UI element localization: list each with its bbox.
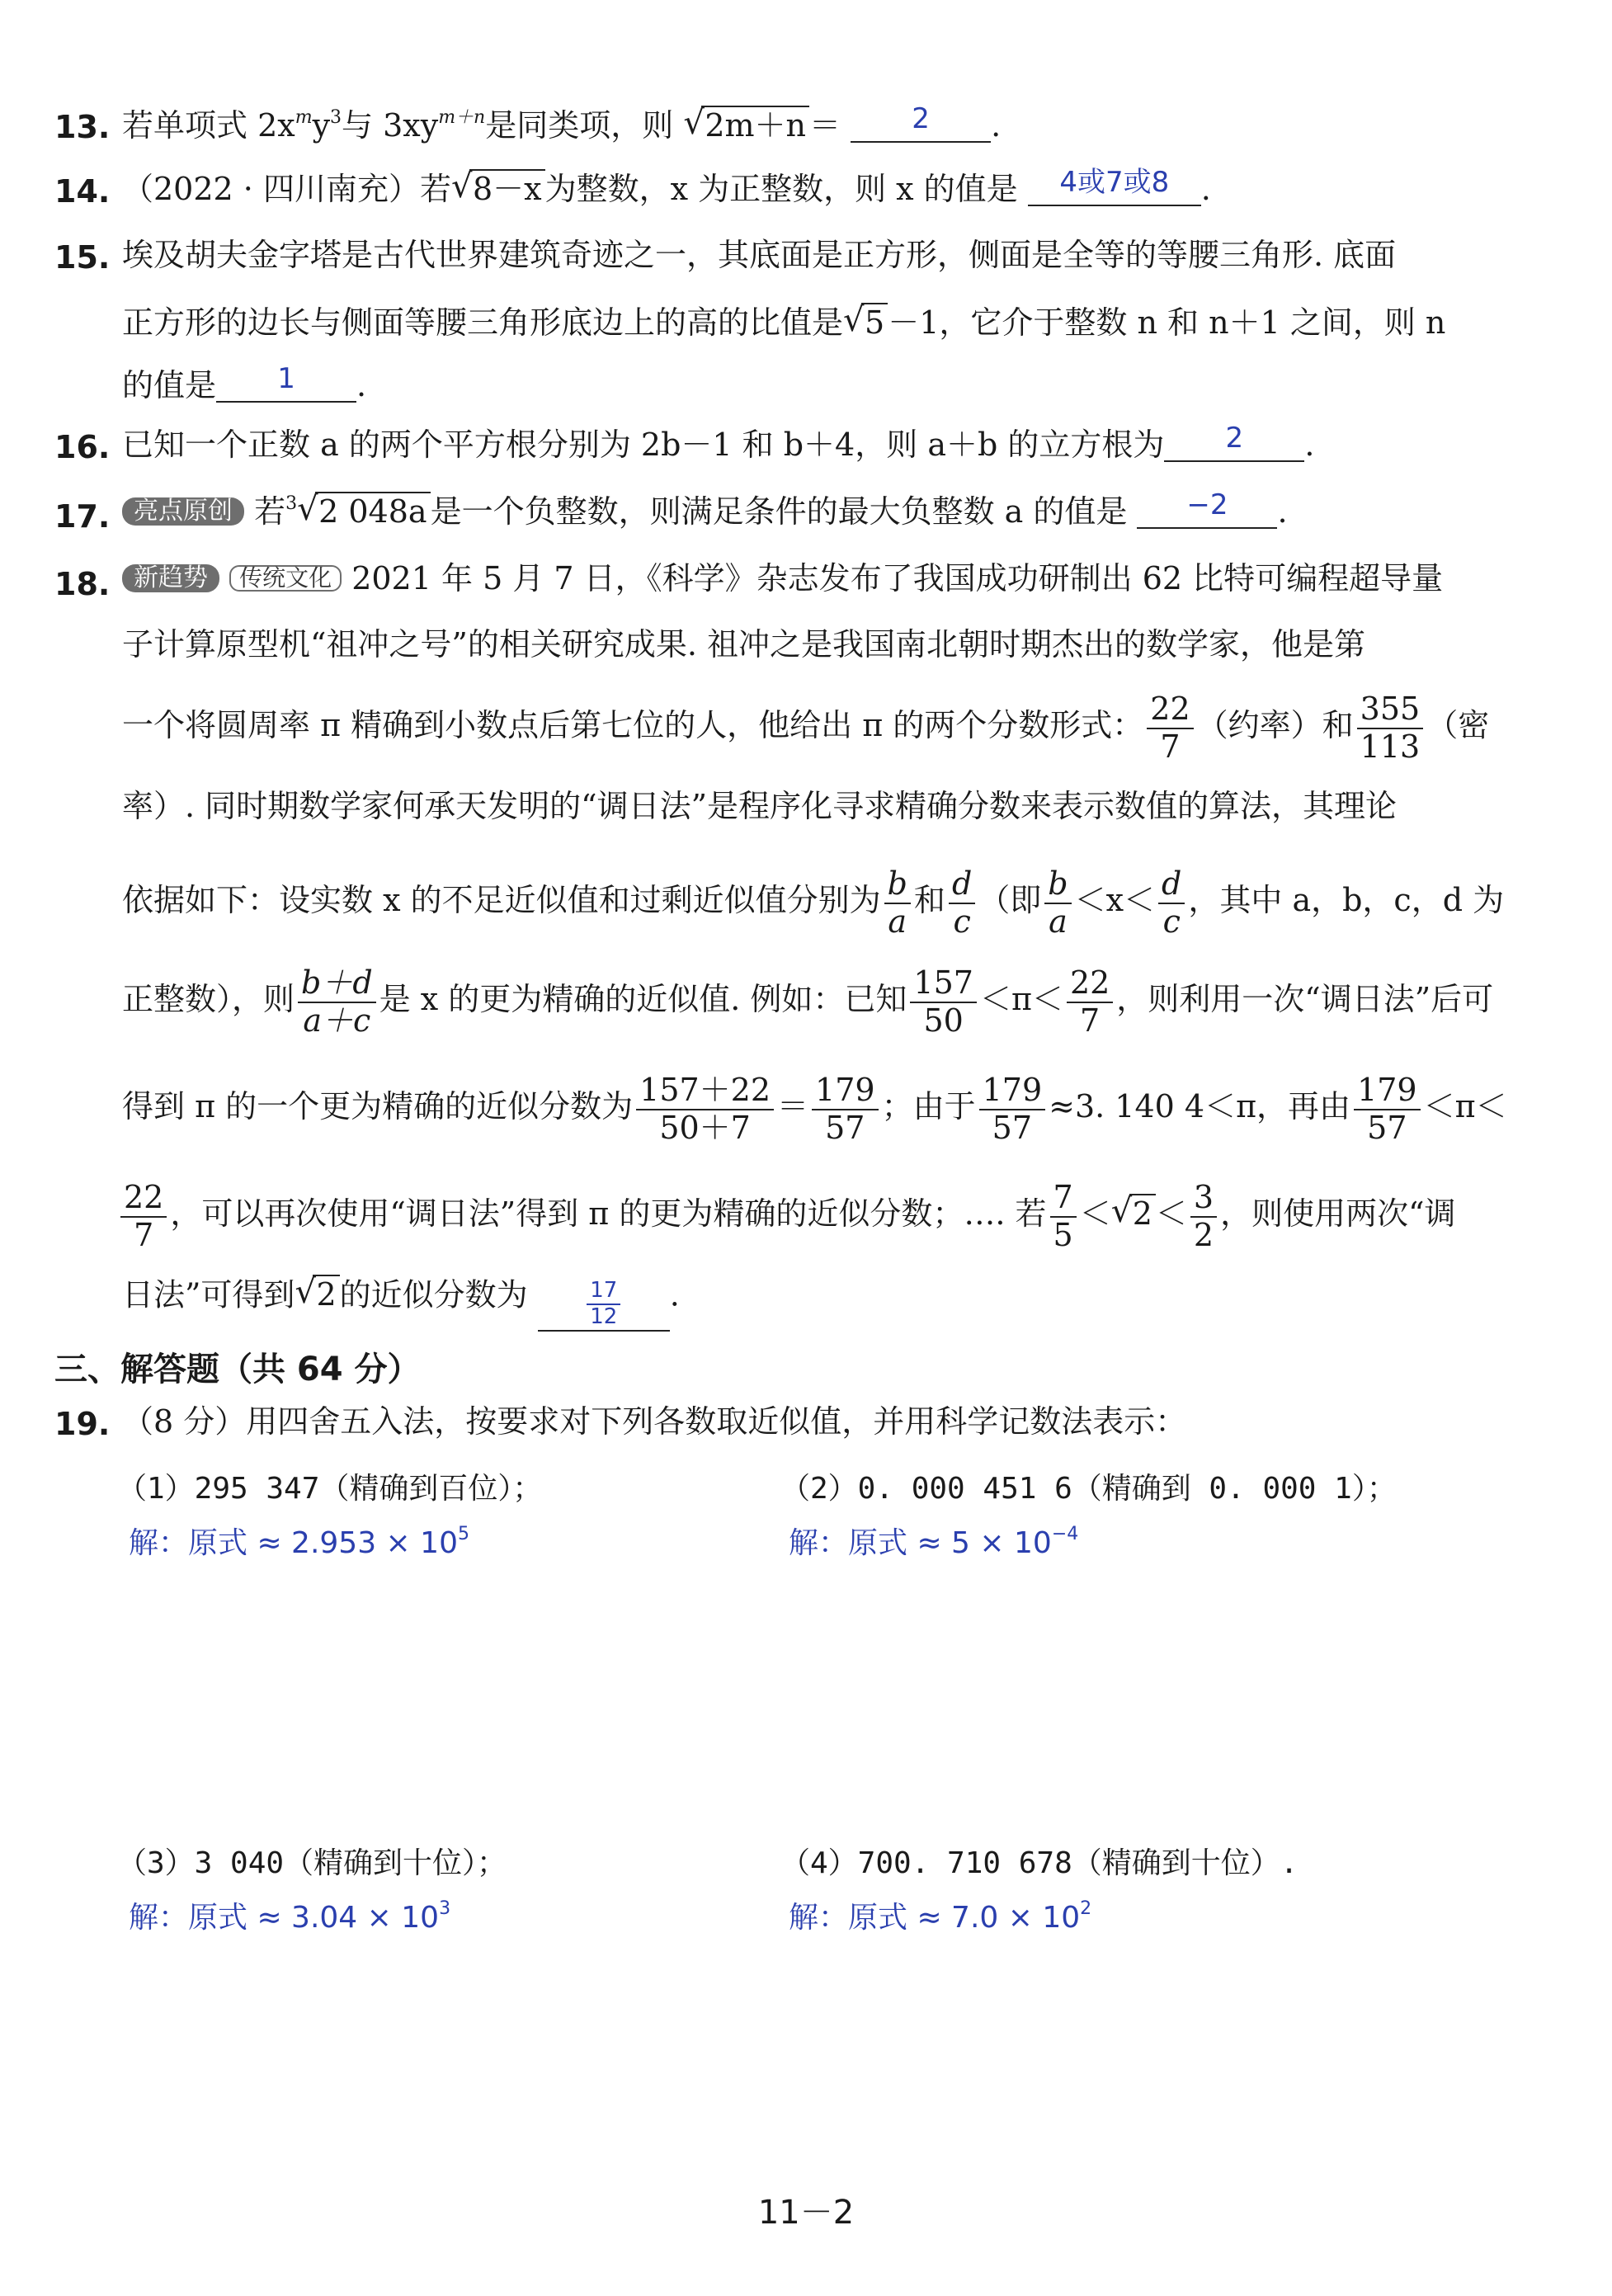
q18-line-6: 正整数），则 $\frac{b+d}{a+c}$ 是 x 的更为精确的近似值. 例如：已知 $\frac{157}{50}$ ＜π＜ $\frac{22}{7}$ ，则利用一次“调日法”后可 [122, 964, 1494, 1039]
q18-line-4: 率）. 同时期数学家何承天发明的“调日法”是程序化寻求精确分数来表示数值的算法，其理论 [122, 788, 1398, 824]
q18-answer: $\frac{17}{12}$ [587, 1279, 620, 1330]
q13-text: 若单项式 $2x^my^3$与 $3xy^{m+n}$是同类项，则 √ 2m＋n ＝ 2 . [122, 109, 1001, 143]
q13-answer: 2 [912, 102, 930, 135]
q13-part-b: y [312, 107, 331, 144]
q19-part-3: （3）3 040（精确到十位）； [117, 1846, 507, 1880]
q18-trend-badge: 新趋势 [122, 564, 219, 592]
q14-answer: 4或7或8 [1059, 166, 1170, 199]
q19-text: （8 分）用四舍五入法，按要求对下列各数取近似值，并用科学记数法表示： [122, 1403, 1187, 1440]
q18-number: 18. [54, 566, 111, 602]
q15-radical: √ 5 [843, 307, 888, 338]
q17-answer: −2 [1186, 488, 1228, 521]
q15-line-2: 正方形的边长与侧面等腰三角形底边上的高的比值是√ 5 －1，它介于整数 n 和 n＋1 之间，则 n [122, 307, 1445, 338]
q13-part-a: 若单项式 2x [122, 107, 295, 144]
q19-solution-4: 解：原式 ≈ $7.0 \times 10^2$ [789, 1898, 1092, 1935]
q13-number: 13. [54, 109, 111, 145]
q19-part-1: （1）295 347（精确到百位）； [117, 1472, 543, 1506]
q13-part-d: 是同类项，则 [485, 107, 674, 144]
q13-part-c: 与 3xy [342, 107, 439, 144]
q16-answer-blank [1164, 422, 1304, 462]
q18-answer-blank [538, 1279, 670, 1332]
q14-text: （2022 · 四川南充）若√ 8－x 为整数，x 为正整数，则 x 的值是 4或7或8 . [122, 173, 1211, 206]
q19-part-2: （2）0. 000 451 6（精确到 0. 000 1）； [780, 1472, 1397, 1506]
q18-culture-badge: 传统文化 [229, 565, 342, 592]
section-title: 三、解答题（共 64 分） [54, 1351, 421, 1388]
q13-radical: √ 2m＋n [683, 110, 809, 141]
q15-line-3: 的值是 1 . [122, 362, 367, 403]
q18-line-5: 依据如下：设实数 x 的不足近似值和过剩近似值分别为 $\frac{b}{a}$ 和 $\frac{d}{c}$ （即 $\frac{b}{a}$ ＜x＜ $\frac{d}{c}$ ，其中 a，b，c，d 为 [122, 865, 1505, 940]
q19-solution-2: 解：原式 ≈ $5 \times 10^{-4}$ [789, 1524, 1079, 1560]
q19-solution-3: 解：原式 ≈ $3.04 \times 10^3$ [129, 1898, 451, 1935]
q19-part-4: （4）700. 710 678（精确到十位）. [780, 1846, 1299, 1880]
q17-cube-radical: √ 2 048a [297, 496, 430, 527]
q16-number: 16. [54, 429, 111, 465]
q16-text: 已知一个正数 a 的两个平方根分别为 2b－1 和 b＋4，则 a＋b 的立方根为 2 . [122, 422, 1315, 463]
q17-answer-blank [1137, 488, 1277, 529]
q15-number: 15. [54, 239, 111, 276]
q17-number: 17. [54, 498, 111, 535]
q14-radical: √ 8－x [451, 173, 545, 205]
q14-answer-blank [1028, 166, 1201, 206]
q19-solution-1: 解：原式 ≈ $2.953 \times 10^5$ [129, 1524, 469, 1560]
q19-number: 19. [54, 1406, 111, 1442]
q17-text: 亮点原创 若$^3$√ 2 048a 是一个负整数，则满足条件的最大负整数 a 的值是 −2 . [122, 495, 1288, 529]
q18-line-2: 子计算原型机“祖冲之号”的相关研究成果. 祖冲之是我国南北朝时期杰出的数学家，他是第 [122, 626, 1366, 662]
q18-line-3: 一个将圆周率 π 精确到小数点后第七位的人，他给出 π 的两个分数形式： $\frac{22}{7}$ （约率）和 $\frac{355}{113}$ （密 [122, 691, 1490, 765]
q18-line-7: 得到 π 的一个更为精确的近似分数为 $\frac{157+22}{50+7}$ ＝ $\frac{179}{57}$ ；由于 $\frac{179}{57}$ ≈3. 140 4＜π，再由 $\frac{179}{57}$ ＜π＜ [122, 1072, 1507, 1146]
q18-line-9: 日法”可得到√ 2 的近似分数为 $\frac{17}{12}$ . [122, 1279, 680, 1332]
q14-number: 14. [54, 173, 111, 210]
q16-answer: 2 [1225, 422, 1244, 455]
page-number: 11－2 [757, 2194, 855, 2232]
q15-line-1: 埃及胡夫金字塔是古代世界建筑奇迹之一，其底面是正方形，侧面是全等的等腰三角形. 底面 [122, 237, 1397, 273]
q18-line-8: $\frac{22}{7}$ ，可以再次使用“调日法”得到 π 的更为精确的近似分数；…. 若 $\frac{7}{5}$ ＜√ 2 ＜ $\frac{3}{2}$ ，则使用两次“调 [117, 1180, 1456, 1253]
q13-equals: ＝ [809, 107, 841, 144]
q18-line-1: 新趋势 传统文化 2021 年 5 月 7 日，《科学》杂志发布了我国成功研制出 62 比特可编程超导量 [122, 563, 1443, 594]
q13-answer-blank [851, 102, 991, 143]
q17-original-badge: 亮点原创 [122, 497, 244, 526]
q15-answer: 1 [277, 362, 295, 395]
